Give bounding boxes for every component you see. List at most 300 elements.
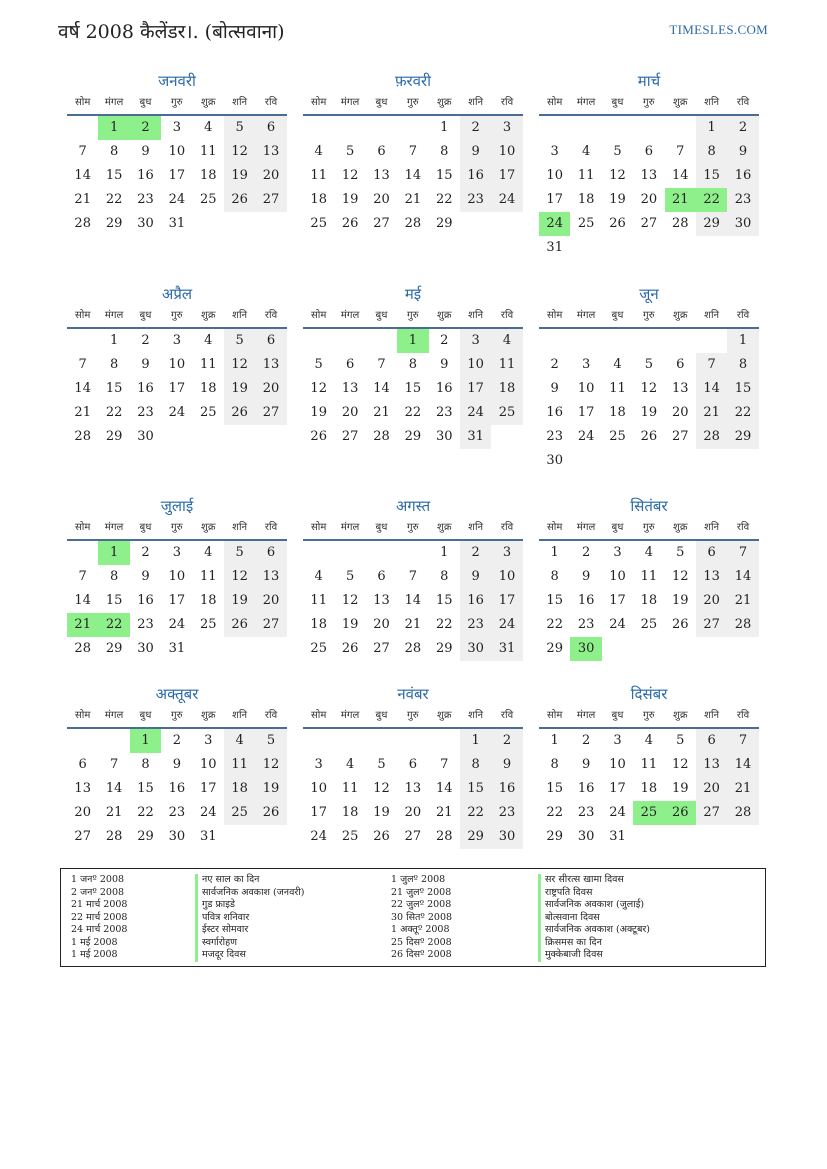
- holiday-name: बोत्सवाना दिवस: [538, 912, 650, 925]
- day-cell: 13: [74, 781, 91, 796]
- day-cell: 20: [640, 192, 658, 207]
- day-cell: 18: [577, 192, 595, 207]
- day-cell: 29: [105, 641, 123, 656]
- weekday-label: सोम: [311, 97, 327, 108]
- day-cell: 3: [613, 733, 622, 748]
- holiday-day-cell: 25: [633, 801, 664, 825]
- weekday-label: सोम: [311, 310, 327, 321]
- day-cell: 3: [550, 144, 559, 159]
- day-cell: 26: [671, 617, 689, 632]
- weekday-label: शनि: [232, 710, 248, 721]
- day-cell: 15: [435, 593, 453, 608]
- day-cell: 6: [255, 329, 286, 353]
- day-cell: 2: [727, 116, 758, 140]
- month-block: [539, 495, 759, 661]
- day-cell: 27: [696, 801, 727, 825]
- day-cell: 21: [727, 589, 758, 613]
- day-cell: 9: [727, 140, 758, 164]
- day-grid: [303, 541, 523, 661]
- day-cell: 8: [727, 353, 758, 377]
- day-cell: 12: [224, 353, 255, 377]
- weekday-label: शुक्र: [673, 310, 688, 321]
- day-cell: 16: [137, 381, 154, 396]
- day-cell: 5: [224, 329, 255, 353]
- day-cell: 27: [671, 429, 689, 444]
- day-cell: 5: [314, 357, 323, 372]
- weekday-label: शनि: [468, 522, 484, 533]
- day-cell: 2: [460, 116, 491, 140]
- holiday-name: सार्वजनिक अवकाश (जनवरी): [195, 887, 304, 900]
- day-cell: 26: [224, 188, 255, 212]
- day-cell: 1: [727, 329, 758, 353]
- day-cell: 26: [310, 429, 327, 444]
- day-cell: 7: [408, 144, 417, 159]
- day-cell: 12: [224, 140, 255, 164]
- day-cell: 28: [404, 641, 422, 656]
- weekday-header: [303, 517, 523, 541]
- weekday-label: बुध: [139, 522, 152, 533]
- day-cell: 8: [440, 144, 449, 159]
- weekday-label: गुरु: [407, 310, 419, 321]
- day-cell: 21: [74, 192, 91, 207]
- day-cell: 2: [581, 545, 591, 560]
- day-cell: 8: [109, 144, 119, 159]
- weekday-label: सोम: [75, 97, 91, 108]
- day-cell: 27: [74, 829, 91, 844]
- day-cell: 25: [199, 192, 217, 207]
- day-cell: 18: [609, 405, 626, 420]
- weekday-label: शुक्र: [673, 710, 688, 721]
- day-cell: 2: [141, 333, 150, 348]
- weekday-label: गुरु: [171, 310, 183, 321]
- day-cell: 9: [460, 140, 491, 164]
- holiday-name: मजदूर दिवस: [195, 949, 304, 962]
- day-cell: 1: [696, 116, 727, 140]
- day-cell: 28: [74, 216, 91, 231]
- day-cell: 3: [581, 357, 591, 372]
- day-cell: 23: [460, 188, 491, 212]
- empty-cell: [429, 729, 460, 753]
- holiday-name: मुक्केबाजी दिवस: [538, 949, 650, 962]
- empty-cell: [366, 541, 397, 565]
- day-cell: 25: [640, 617, 658, 632]
- day-cell: 22: [460, 801, 491, 825]
- weekday-label: गुरु: [171, 522, 183, 533]
- day-cell: 21: [404, 617, 422, 632]
- day-cell: 8: [440, 569, 449, 584]
- day-cell: 3: [460, 329, 491, 353]
- weekday-label: रवि: [264, 522, 278, 533]
- day-cell: 5: [255, 729, 286, 753]
- day-cell: 9: [440, 357, 449, 372]
- holiday-name: सार्वजनिक अवकाश (अक्टूबर): [538, 924, 650, 937]
- weekday-header: [67, 92, 287, 116]
- weekday-label: रवि: [500, 97, 514, 108]
- holiday-date: 21 जुलº 2008: [391, 886, 452, 898]
- day-cell: 10: [310, 781, 327, 796]
- day-cell: 27: [373, 216, 390, 231]
- day-cell: 3: [491, 116, 522, 140]
- weekday-label: सोम: [75, 522, 91, 533]
- day-cell: 5: [224, 116, 255, 140]
- empty-cell: [366, 329, 397, 353]
- day-cell: 30: [168, 829, 186, 844]
- day-cell: 15: [105, 168, 123, 183]
- day-cell: 19: [255, 777, 286, 801]
- day-cell: 21: [74, 405, 91, 420]
- day-cell: 23: [168, 805, 186, 820]
- day-cell: 5: [377, 757, 386, 772]
- day-cell: 6: [377, 144, 386, 159]
- weekday-label: बुध: [375, 97, 388, 108]
- day-cell: 9: [581, 757, 591, 772]
- site-link[interactable]: TIMESLES.COM: [669, 22, 768, 37]
- month-block: [67, 683, 287, 849]
- holiday-day-cell: 1: [98, 116, 129, 140]
- day-cell: 25: [609, 429, 626, 444]
- day-cell: 13: [373, 168, 390, 183]
- day-cell: 22: [546, 805, 563, 820]
- day-cell: 20: [696, 589, 727, 613]
- weekday-label: मंगल: [340, 710, 360, 721]
- day-cell: 4: [314, 144, 323, 159]
- day-cell: 27: [341, 429, 359, 444]
- empty-cell: [397, 116, 428, 140]
- day-cell: 6: [345, 357, 355, 372]
- day-cell: 8: [109, 357, 119, 372]
- empty-cell: [303, 329, 334, 353]
- day-cell: 18: [491, 377, 522, 401]
- day-cell: 21: [696, 401, 727, 425]
- day-cell: 4: [204, 333, 213, 348]
- empty-cell: [98, 729, 129, 753]
- weekday-label: सोम: [547, 310, 563, 321]
- day-cell: 15: [105, 381, 123, 396]
- weekday-label: सोम: [75, 710, 91, 721]
- day-cell: 17: [577, 405, 595, 420]
- month-name: नवंबर: [397, 685, 429, 703]
- day-cell: 10: [168, 357, 186, 372]
- day-cell: 24: [310, 829, 327, 844]
- month-block: [539, 70, 759, 260]
- holiday-name: स्वर्गारोहण: [195, 937, 304, 950]
- holiday-date: 22 मार्च 2008: [71, 911, 128, 923]
- month-name: दिसंबर: [630, 685, 668, 703]
- day-cell: 27: [404, 829, 422, 844]
- day-cell: 20: [255, 377, 286, 401]
- day-cell: 15: [546, 593, 563, 608]
- day-cell: 29: [696, 212, 727, 236]
- day-cell: 19: [640, 405, 658, 420]
- day-cell: 17: [491, 164, 522, 188]
- weekday-label: शनि: [704, 710, 720, 721]
- day-cell: 4: [224, 729, 255, 753]
- day-cell: 3: [491, 541, 522, 565]
- day-cell: 15: [546, 781, 563, 796]
- day-cell: 12: [671, 569, 689, 584]
- day-grid: [67, 116, 287, 236]
- holiday-name: क्रिसमस का दिन: [538, 937, 650, 950]
- day-cell: 12: [671, 757, 689, 772]
- day-cell: 11: [341, 781, 359, 796]
- weekday-label: रवि: [500, 710, 514, 721]
- day-cell: 6: [408, 757, 417, 772]
- day-cell: 19: [609, 192, 626, 207]
- day-cell: 5: [224, 541, 255, 565]
- day-grid: [539, 541, 759, 661]
- month-name: जनवरी: [158, 72, 196, 90]
- day-cell: 9: [141, 569, 150, 584]
- weekday-label: बुध: [611, 522, 624, 533]
- holiday-date: 1 जनº 2008: [71, 874, 125, 885]
- day-cell: 10: [609, 569, 626, 584]
- empty-cell: [303, 116, 334, 140]
- weekday-header: [539, 92, 759, 116]
- day-cell: 19: [224, 377, 255, 401]
- holiday-day-cell: 21: [67, 613, 98, 637]
- day-cell: 12: [341, 168, 359, 183]
- weekday-label: गुरु: [407, 97, 419, 108]
- day-cell: 10: [168, 144, 186, 159]
- empty-cell: [67, 541, 98, 565]
- holiday-name: सर सीरत्स खामा दिवस: [538, 874, 650, 887]
- day-cell: 23: [546, 429, 563, 444]
- day-cell: 10: [491, 565, 522, 589]
- day-cell: 23: [435, 405, 453, 420]
- holiday-day-cell: 1: [397, 329, 428, 353]
- day-cell: 5: [613, 144, 622, 159]
- day-cell: 16: [727, 164, 758, 188]
- day-cell: 24: [168, 405, 186, 420]
- empty-cell: [397, 729, 428, 753]
- day-cell: 13: [341, 381, 359, 396]
- day-cell: 24: [577, 429, 595, 444]
- day-cell: 19: [310, 405, 327, 420]
- day-cell: 16: [460, 164, 491, 188]
- weekday-label: शनि: [468, 97, 484, 108]
- day-cell: 9: [581, 569, 591, 584]
- day-cell: 6: [696, 541, 727, 565]
- day-cell: 11: [199, 144, 217, 159]
- day-cell: 30: [460, 637, 491, 661]
- day-cell: 29: [546, 641, 563, 656]
- day-cell: 8: [408, 357, 417, 372]
- day-cell: 28: [671, 216, 689, 231]
- day-cell: 7: [408, 569, 417, 584]
- day-cell: 15: [727, 377, 758, 401]
- day-cell: 29: [105, 429, 123, 444]
- weekday-label: मंगल: [104, 97, 124, 108]
- holiday-list: [60, 868, 766, 967]
- month-name: मई: [404, 285, 422, 303]
- weekday-header: [303, 705, 523, 729]
- page-title: वर्ष 2008 कैलेंडर।. (बोत्सवाना): [58, 21, 285, 43]
- weekday-label: बुध: [611, 710, 624, 721]
- day-cell: 31: [609, 829, 626, 844]
- empty-cell: [602, 116, 633, 140]
- weekday-label: रवि: [736, 97, 750, 108]
- month-name: फ़रवरी: [394, 72, 432, 90]
- day-cell: 21: [404, 192, 422, 207]
- day-cell: 14: [671, 168, 689, 183]
- weekday-label: शुक्र: [201, 310, 216, 321]
- day-cell: 9: [550, 381, 559, 396]
- day-cell: 13: [373, 593, 390, 608]
- day-cell: 31: [199, 829, 217, 844]
- day-cell: 2: [440, 333, 449, 348]
- day-cell: 23: [137, 192, 154, 207]
- weekday-label: शनि: [232, 522, 248, 533]
- day-cell: 26: [224, 613, 255, 637]
- day-cell: 6: [377, 569, 386, 584]
- day-cell: 29: [137, 829, 154, 844]
- day-cell: 17: [609, 593, 626, 608]
- empty-cell: [334, 116, 365, 140]
- weekday-label: बुध: [375, 710, 388, 721]
- day-cell: 25: [491, 401, 522, 425]
- day-cell: 17: [609, 781, 626, 796]
- day-cell: 31: [491, 637, 522, 661]
- day-cell: 25: [310, 216, 327, 231]
- weekday-label: रवि: [736, 310, 750, 321]
- holiday-date: 25 दिसº 2008: [391, 936, 452, 948]
- day-cell: 14: [105, 781, 123, 796]
- day-cell: 2: [460, 541, 491, 565]
- weekday-label: गुरु: [643, 522, 655, 533]
- day-cell: 4: [491, 329, 522, 353]
- day-cell: 30: [137, 429, 154, 444]
- day-cell: 19: [224, 589, 255, 613]
- day-cell: 31: [460, 425, 491, 449]
- empty-cell: [397, 541, 428, 565]
- day-cell: 20: [696, 777, 727, 801]
- day-cell: 17: [546, 192, 563, 207]
- day-cell: 8: [109, 569, 119, 584]
- weekday-label: शनि: [232, 310, 248, 321]
- day-cell: 2: [550, 357, 559, 372]
- holiday-names-right: [538, 874, 650, 962]
- day-cell: 21: [727, 777, 758, 801]
- day-cell: 13: [696, 753, 727, 777]
- day-cell: 14: [404, 168, 422, 183]
- day-cell: 11: [640, 757, 658, 772]
- month-name: सितंबर: [630, 497, 668, 515]
- day-cell: 7: [727, 729, 758, 753]
- weekday-label: बुध: [611, 310, 624, 321]
- holiday-dates-right: [391, 874, 452, 962]
- holiday-day-cell: 24: [539, 212, 570, 236]
- day-cell: 13: [255, 565, 286, 589]
- empty-cell: [633, 116, 664, 140]
- day-cell: 28: [74, 641, 91, 656]
- day-cell: 17: [168, 168, 186, 183]
- day-cell: 3: [172, 120, 181, 135]
- weekday-label: रवि: [264, 310, 278, 321]
- day-cell: 10: [577, 381, 595, 396]
- day-cell: 23: [491, 801, 522, 825]
- weekday-label: शुक्र: [437, 710, 452, 721]
- day-cell: 24: [609, 805, 626, 820]
- day-cell: 4: [314, 569, 323, 584]
- weekday-label: रवि: [500, 522, 514, 533]
- month-block: [303, 683, 523, 849]
- weekday-label: शनि: [704, 97, 720, 108]
- day-cell: 4: [644, 733, 653, 748]
- weekday-label: सोम: [75, 310, 91, 321]
- day-cell: 20: [74, 805, 91, 820]
- weekday-label: गुरु: [643, 310, 655, 321]
- day-cell: 27: [255, 188, 286, 212]
- day-cell: 19: [224, 164, 255, 188]
- empty-cell: [303, 729, 334, 753]
- weekday-label: गुरु: [171, 710, 183, 721]
- weekday-label: गुरु: [643, 97, 655, 108]
- day-cell: 5: [345, 569, 355, 584]
- day-cell: 6: [255, 541, 286, 565]
- weekday-label: सोम: [311, 522, 327, 533]
- weekday-header: [303, 92, 523, 116]
- day-cell: 17: [460, 377, 491, 401]
- weekday-label: मंगल: [104, 710, 124, 721]
- weekday-header: [67, 305, 287, 329]
- day-cell: 11: [609, 381, 626, 396]
- day-cell: 1: [550, 545, 559, 560]
- weekday-label: मंगल: [340, 522, 360, 533]
- day-cell: 3: [172, 545, 181, 560]
- holiday-day-cell: 21: [665, 188, 696, 212]
- holiday-day-cell: 26: [665, 801, 696, 825]
- day-cell: 21: [373, 405, 390, 420]
- day-cell: 30: [727, 212, 758, 236]
- day-cell: 6: [255, 116, 286, 140]
- day-cell: 7: [676, 144, 685, 159]
- day-cell: 1: [440, 545, 449, 560]
- day-cell: 10: [609, 757, 626, 772]
- weekday-label: रवि: [500, 310, 514, 321]
- day-cell: 25: [341, 829, 359, 844]
- weekday-label: मंगल: [340, 97, 360, 108]
- day-cell: 1: [440, 120, 449, 135]
- holiday-date: 1 मई 2008: [71, 936, 118, 948]
- holiday-date: 2 जनº 2008: [71, 886, 125, 898]
- day-cell: 7: [78, 569, 87, 584]
- day-cell: 29: [435, 216, 453, 231]
- day-cell: 29: [105, 216, 123, 231]
- weekday-label: शुक्र: [437, 97, 452, 108]
- day-cell: 25: [310, 641, 327, 656]
- day-cell: 23: [137, 617, 154, 632]
- day-cell: 30: [435, 429, 453, 444]
- month-block: [303, 283, 523, 449]
- day-cell: 3: [314, 757, 323, 772]
- month-name: जून: [639, 285, 659, 303]
- day-cell: 22: [137, 805, 154, 820]
- weekday-label: गुरु: [171, 97, 183, 108]
- day-cell: 20: [671, 405, 689, 420]
- day-cell: 24: [460, 401, 491, 425]
- day-cell: 28: [727, 801, 758, 825]
- day-cell: 8: [550, 569, 559, 584]
- day-cell: 4: [204, 120, 213, 135]
- day-cell: 16: [491, 777, 522, 801]
- day-cell: 27: [640, 216, 658, 231]
- day-cell: 1: [550, 733, 559, 748]
- weekday-label: मंगल: [104, 310, 124, 321]
- day-cell: 26: [640, 429, 658, 444]
- day-cell: 23: [137, 405, 154, 420]
- empty-cell: [334, 729, 365, 753]
- holiday-date: 1 अक्तूº 2008: [391, 924, 450, 935]
